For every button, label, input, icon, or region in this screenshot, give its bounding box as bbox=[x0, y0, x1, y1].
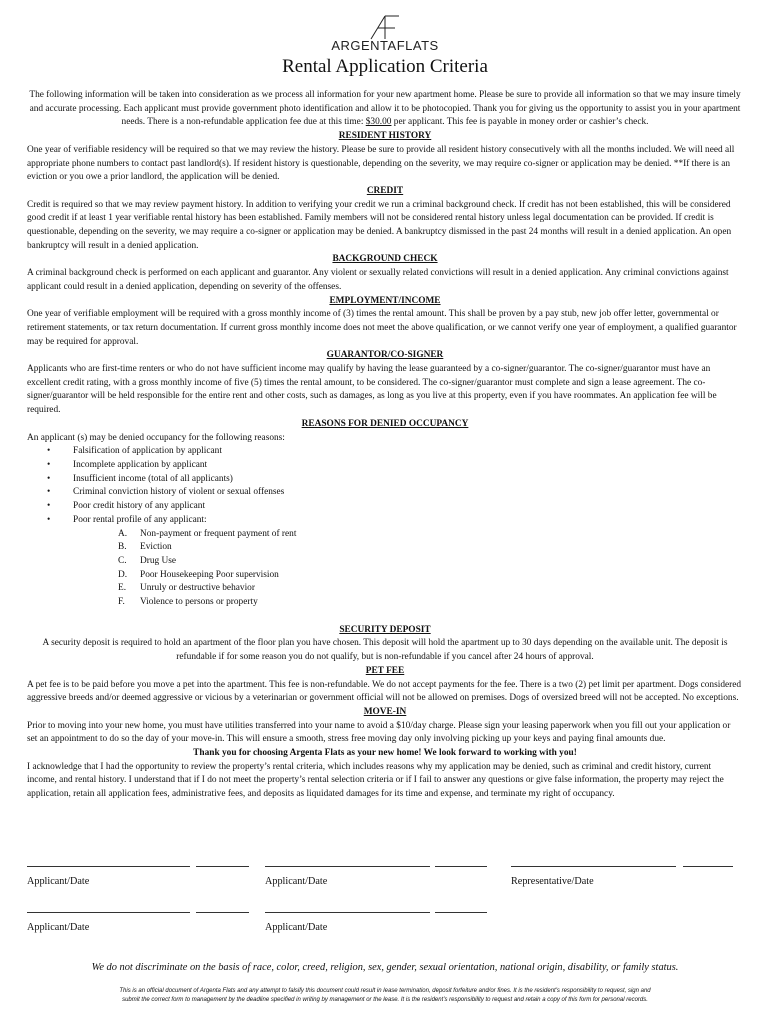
guarantor-heading: GUARANTOR/CO-SIGNER bbox=[326, 350, 444, 361]
applicant-date-label: Applicant/Date bbox=[265, 922, 328, 933]
representative-date-label: Representative/Date bbox=[511, 876, 594, 887]
date-line[interactable] bbox=[435, 912, 487, 913]
applicant-date-label: Applicant/Date bbox=[27, 922, 90, 933]
list-item bbox=[27, 541, 743, 555]
signature-row-1 bbox=[27, 866, 743, 896]
guarantor-text: Applicants who are first-time renters or who do not have sufficient income may qualify by having the lease guaranteed by a co-signer/guarantor. The co-signer/guarantor must have an excellent credit rating, with a gross monthly income of five (5) times the rental amount, to be considered. The co-signer/guarantor must complete and sign a lease agreement. The co-signer/guarantor will be held responsible for the entire rent and other costs, such as damages, as long as you live at this property, even if you have roommates. An application fee will be required. bbox=[27, 364, 717, 416]
background-check-text: A criminal background check is performed on each applicant and guarantor. Any violent or sexually related convictions will result in a denied application. Any criminal convictions against applicant could result in a denied application, depending on severity of the offenses. bbox=[27, 268, 729, 292]
thank-you-line: Thank you for choosing Argenta Flats as your new home! We look forward to working with you! bbox=[193, 748, 577, 759]
background-check-heading: BACKGROUND CHECK bbox=[332, 254, 438, 265]
sub-letter: D. bbox=[118, 569, 128, 580]
signature-row-2 bbox=[27, 912, 743, 942]
sub-letter: F. bbox=[118, 597, 125, 608]
intro-text: The following information will be taken into consideration as we process all information for your new apartment home. Please be sure to provide all information so that we may insure timely and accurate processing. Each applicant must provide government photo identification and allow it to be photocopied. Thank you for giving us the opportunity to assist you in your apartment needs. There is a non-refundable application fee due at this time: bbox=[29, 90, 741, 128]
list-item: • Falsification of application by applicant bbox=[27, 445, 743, 459]
date-line[interactable] bbox=[435, 866, 487, 867]
nondiscrimination-statement: We do not discriminate on the basis of race, color, creed, religion, sex, gender, sexual orientation, national origin, disability, or family status. bbox=[91, 962, 679, 973]
signature-line[interactable] bbox=[265, 866, 430, 867]
acknowledgement-text: I acknowledge that I had the opportunity to review the property’s rental criteria, which includes reasons why my application may be denied, such as criminal and credit history, current income, and rental history. I understand that if I do not meet the property’s rental selection criteria or if I fail to answer any questions or give false information, the property may reject the application, retain all application fees, administrative fees, and deposits as liquidated damages for its time and expense, and terminate my right of occupancy. bbox=[27, 761, 724, 800]
applicant-date-label: Applicant/Date bbox=[265, 876, 328, 887]
document-body bbox=[27, 89, 743, 802]
date-line[interactable] bbox=[196, 912, 249, 913]
intro-paragraph bbox=[27, 89, 743, 130]
sub-text: Poor Housekeeping Poor supervision bbox=[140, 569, 279, 580]
list-item bbox=[27, 569, 743, 583]
credit-text: Credit is required so that we may review payment history. In addition to verifying your credit we run a criminal background check. If credit has not been established, this will be considered good credit if at least 1 year verifiable rental history has been established. Family members will not be considered rental history unless legal documentation can be provided. If credit is questionable, depending on the severity, we may require a co-signer or application may be denied. A bankruptcy dismissed in the past 24 months will result in a denied application. An open bankruptcy will result in a denied application. bbox=[27, 199, 732, 251]
denied-occupancy-intro: An applicant (s) may be denied occupancy for the following reasons: bbox=[27, 432, 285, 443]
list-item bbox=[27, 596, 743, 610]
page-title: Rental Application Criteria bbox=[282, 56, 488, 77]
logo-wordmark: ARGENTAFLATS bbox=[331, 38, 439, 53]
sub-text: Eviction bbox=[140, 542, 172, 553]
signature-line[interactable] bbox=[27, 912, 190, 913]
argenta-flats-logo bbox=[0, 14, 770, 53]
denied-reasons-list bbox=[27, 445, 743, 527]
fine-print: This is an official document of Argenta Flats and any attempt to falsify this document could result in lease termination, deposit forfeiture and/or fines. It is the resident’s responsibility to request, sign and submit the correct form to management by the deadline specified in writing by management or the lease. It is the resident’s responsibility to request and retain a copy of this form for personal records. bbox=[119, 988, 651, 1003]
sub-text: Violence to persons or property bbox=[140, 597, 258, 608]
sub-letter: C. bbox=[118, 555, 127, 566]
intro-text-end: per applicant. This fee is payable in money order or cashier’s check. bbox=[391, 117, 649, 128]
sub-text: Unruly or destructive behavior bbox=[140, 583, 255, 594]
list-item: • Poor credit history of any applicant bbox=[27, 500, 743, 514]
sub-letter: E. bbox=[118, 583, 127, 594]
applicant-date-label: Applicant/Date bbox=[27, 876, 90, 887]
security-deposit-text: A security deposit is required to hold an apartment of the floor plan you have chosen. This deposit will hold the apartment up to 30 days depending on the available unit. The deposit is refundable if for some reason you do not qualify, but is non-refundable if you cancel after 24 hours of approval. bbox=[42, 638, 728, 663]
list-item: • Incomplete application by applicant bbox=[27, 459, 743, 473]
list-item bbox=[27, 582, 743, 596]
resident-history-text: One year of verifiable residency will be required so that we may review the history. Please be sure to provide all resident history consecutively with all the months included. We will need all appropriate phone numbers to contact past landlord(s). If resident history is questionable, depending on the severity, we may require co-signer or application may be denied. **If there is an eviction or you owe a prior landlord, the application will be denied. bbox=[27, 144, 735, 183]
pet-fee-heading: PET FEE bbox=[365, 665, 405, 676]
list-item: • Insufficient income (total of all applicants) bbox=[27, 473, 743, 487]
sub-text: Drug Use bbox=[140, 555, 177, 566]
pet-fee-text: A pet fee is to be paid before you move a pet into the apartment. This fee is non-refundable. We do not accept payments for the fee. There is a two (2) pet limit per apartment. Dogs considered aggressive breeds and/or deemed aggressive or vicious by a veterinarian or government official will not be allowed on premises. Dogs of oversized breed will not be accepted. No exceptions. bbox=[27, 679, 742, 704]
list-item: • Criminal conviction history of violent or sexual offenses bbox=[27, 486, 743, 500]
security-deposit-heading: SECURITY DEPOSIT bbox=[339, 624, 431, 635]
signature-line[interactable] bbox=[27, 866, 190, 867]
date-line[interactable] bbox=[683, 866, 733, 867]
af-monogram-icon bbox=[365, 14, 405, 40]
move-in-text: Prior to moving into your new home, you must have utilities transferred into your name to avoid a $10/day charge. Please sign your leasing paperwork when you fill out your application or set an appointment to do so the day of your move-in. This will ensure a smooth, stress free moving day only involving picking up your keys and paying final amounts due. bbox=[27, 720, 731, 745]
sub-text: Non-payment or frequent payment of rent bbox=[140, 528, 297, 539]
list-item bbox=[27, 528, 743, 542]
date-line[interactable] bbox=[196, 866, 249, 867]
resident-history-heading: RESIDENT HISTORY bbox=[338, 131, 432, 142]
employment-heading: EMPLOYMENT/INCOME bbox=[329, 295, 441, 306]
rental-profile-sublist bbox=[27, 528, 743, 610]
move-in-heading: MOVE-IN bbox=[363, 706, 407, 717]
employment-text: One year of verifiable employment will be required with a gross monthly income of (3) times the rental amount. This shall be proven by a pay stub, new job offer letter, governmental or retirement statements, or tax return documentation. If current gross monthly income does not meet the above qualification, or we cannot verify one year of employment, a qualified guarantor may be required for approval. bbox=[27, 309, 737, 347]
application-fee: $30.00 bbox=[365, 117, 392, 128]
denied-occupancy-heading: REASONS FOR DENIED OCCUPANCY bbox=[301, 418, 469, 429]
list-item bbox=[27, 555, 743, 569]
credit-heading: CREDIT bbox=[366, 185, 404, 196]
signature-line[interactable] bbox=[511, 866, 676, 867]
signature-line[interactable] bbox=[265, 912, 430, 913]
list-item: • Poor rental profile of any applicant: bbox=[27, 514, 743, 528]
sub-letter: B. bbox=[118, 542, 127, 553]
sub-letter: A. bbox=[118, 528, 128, 539]
